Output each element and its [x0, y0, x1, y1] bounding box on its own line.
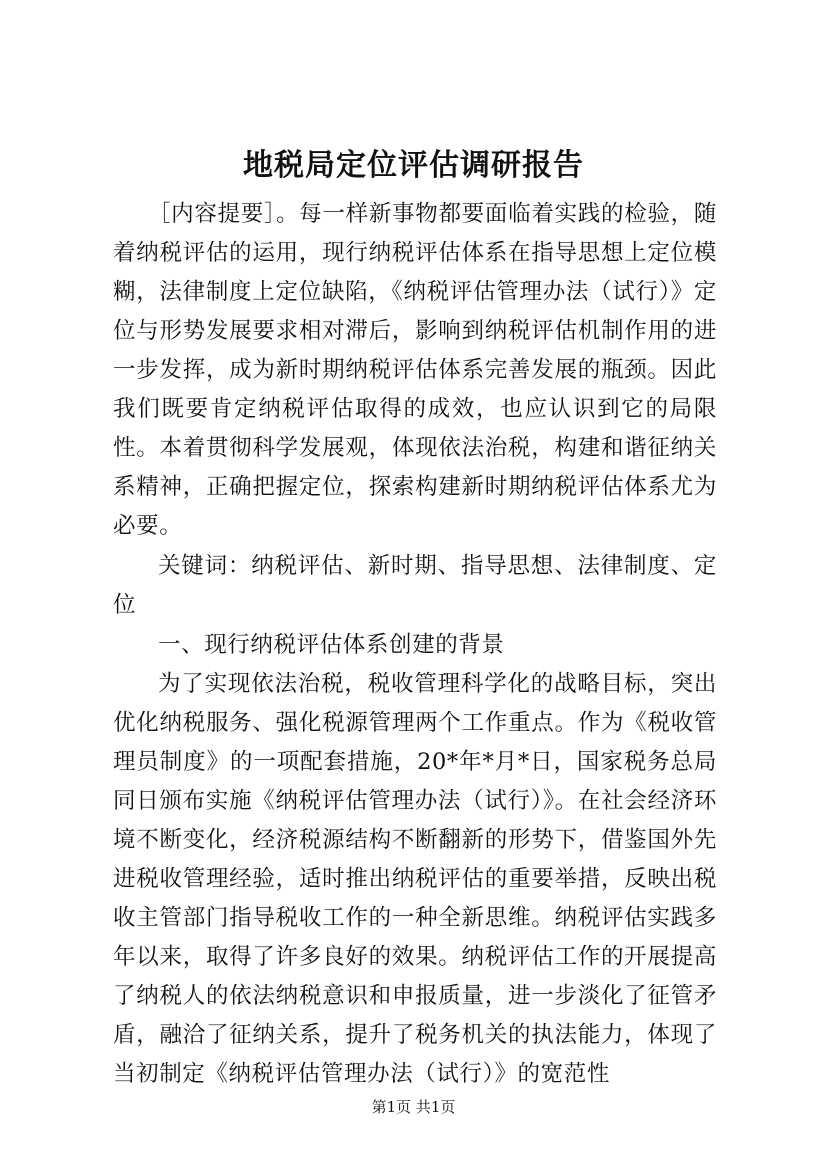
section-paragraph: 为了实现依法治税，税收管理科学化的战略目标，突出优化纳税服务、强化税源管理两个工作重点。作为《税收管理员制度》的一项配套措施，20*年*月*日，国家税务总局同日颁布实施《纳税评估管理办法（试行）》。在社会经济环境不断变化，经济税源结构不断翻新的形势下，借鉴国外先进税收管理经验，适时推出纳税评估的重要举措，反映出税收主管部门指导税收工作的一种全新思维。纳税评估实践多年以来，取得了许多良好的效果。纳税评估工作的开展提高了纳税人的依法纳税意识和申报质量，进一步淡化了征管矛盾，融洽了征纳关系，提升了税务机关的执法能力，体现了当初制定《纳税评估管理办法（试行）》的宽范性 [113, 671, 717, 1087]
section-heading: 一、现行纳税评估体系创建的背景 [158, 632, 505, 658]
document-title: 地税局定位评估调研报告 [243, 148, 584, 183]
document-body [113, 195, 717, 1094]
abstract-paragraph: ［内容提要］。每一样新事物都要面临着实践的检验，随着纳税评估的运用，现行纳税评估体系在指导思想上定位模糊，法律制度上定位缺陷，《纳税评估管理办法（试行）》定位与形势发展要求相对滞后，影响到纳税评估机制作用的进一步发挥，成为新时期纳税评估体系完善发展的瓶颈。因此我们既要肯定纳税评估取得的成效，也应认识到它的局限性。本着贯彻科学发展观，体现依法治税，构建和谐征纳关系精神，正确把握定位，探索构建新时期纳税评估体系尤为必要。 [113, 201, 717, 539]
keywords-line: 关键词：纳税评估、新时期、指导思想、法律制度、定位 [113, 553, 717, 618]
page-footer: 第1页 共1页 [371, 1098, 456, 1116]
